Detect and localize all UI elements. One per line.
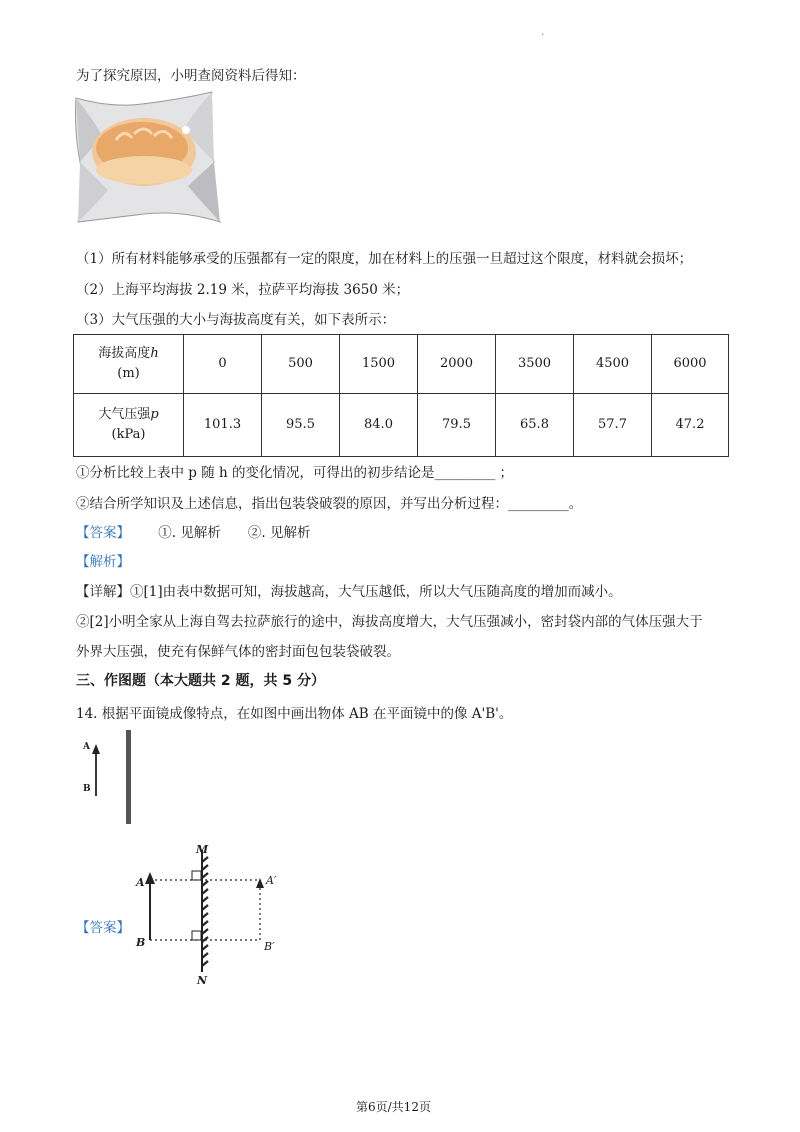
detail-label: 【详解】 — [76, 584, 130, 600]
intro-text: 为了探究原因，小明查阅资料后得知： — [76, 68, 306, 84]
table-cell: 500 — [262, 335, 340, 394]
pressure-label: 大气压强 — [98, 407, 151, 422]
arrow-head-icon — [145, 872, 155, 884]
label-b: B — [83, 784, 91, 794]
analysis-label: 【解析】 — [76, 554, 130, 570]
label-b: B — [136, 936, 146, 949]
plane-mirror — [126, 730, 131, 824]
arrow-head-icon — [92, 744, 100, 754]
fact-3: （3）大气压强的大小与海拔高度有关，如下表所示： — [76, 312, 396, 328]
table-cell: 101.3 — [184, 394, 262, 457]
table-row — [74, 335, 729, 394]
label-n: N — [197, 974, 208, 987]
detail-line-1 — [76, 580, 622, 600]
table-cell: 6000 — [652, 335, 729, 394]
row-header-pressure — [74, 394, 184, 457]
table-cell: 84.0 — [340, 394, 418, 457]
table-cell: 65.8 — [496, 394, 574, 457]
pressure-altitude-table — [73, 334, 729, 457]
answer-block — [76, 521, 310, 541]
section-3-title: 三、作图题（本大题共 2 题，共 5 分） — [76, 673, 325, 689]
pressure-variable: p — [150, 407, 159, 422]
label-m: M — [196, 843, 209, 856]
answer-text: ①. 见解析 ②. 见解析 — [158, 525, 311, 541]
page-footer: 第6页/共12页 — [356, 1100, 431, 1114]
altitude-variable: h — [150, 346, 159, 361]
table-cell: 2000 — [418, 335, 496, 394]
bread-bag-image — [72, 90, 222, 225]
image-arrow-head-icon — [256, 878, 264, 888]
answer-2-label: 【答案】 — [76, 920, 130, 936]
question-2: ②结合所学知识及上述信息，指出包装袋破裂的原因，并写出分析过程：_________。 — [76, 496, 583, 512]
table-cell: 1500 — [340, 335, 418, 394]
question-1: ①分析比较上表中 p 随 h 的变化情况，可得出的初步结论是_________ ； — [76, 465, 514, 481]
label-b-prime: B′ — [264, 940, 275, 953]
table-row — [74, 394, 729, 457]
figure-object-mirror — [76, 726, 146, 826]
detail-line-2: ②[2]小明全家从上海自驾去拉萨旅行的途中，海拔高度增大，大气压强减小，密封袋内部的气体压强大于 — [76, 614, 703, 630]
question-14: 14. 根据平面镜成像特点，在如图中画出物体 AB 在平面镜中的像 A'B'。 — [76, 706, 513, 722]
label-a: A — [136, 876, 145, 889]
table-cell: 4500 — [574, 335, 652, 394]
answer-label: 【答案】 — [76, 525, 130, 541]
right-angle-mark — [192, 931, 201, 940]
figure-mirror-answer — [130, 840, 300, 988]
fact-1: （1）所有材料能够承受的压强都有一定的限度，加在材料上的压强一旦超过这个限度，材料就会损坏； — [76, 251, 693, 267]
table-cell: 0 — [184, 335, 262, 394]
label-a: A — [83, 742, 90, 752]
label-a-prime: A′ — [266, 874, 277, 887]
header-dot: · — [541, 30, 545, 41]
table-cell: 3500 — [496, 335, 574, 394]
right-angle-mark — [192, 871, 201, 880]
detail-text-1: ①[1]由表中数据可知，海拔越高，大气压越低，所以大气压随高度的增加而减小。 — [130, 584, 622, 600]
altitude-unit: (m) — [117, 366, 140, 381]
table-cell: 47.2 — [652, 394, 729, 457]
detail-line-3: 外界大压强，使充有保鲜气体的密封面包包装袋破裂。 — [76, 644, 400, 660]
row-header-altitude — [74, 335, 184, 394]
altitude-label: 海拔高度 — [98, 346, 151, 361]
fact-2: （2）上海平均海拔 2.19 米，拉萨平均海拔 3650 米； — [76, 282, 410, 298]
pressure-unit: (kPa) — [111, 427, 146, 442]
table-cell: 79.5 — [418, 394, 496, 457]
table-cell: 57.7 — [574, 394, 652, 457]
table-cell: 95.5 — [262, 394, 340, 457]
